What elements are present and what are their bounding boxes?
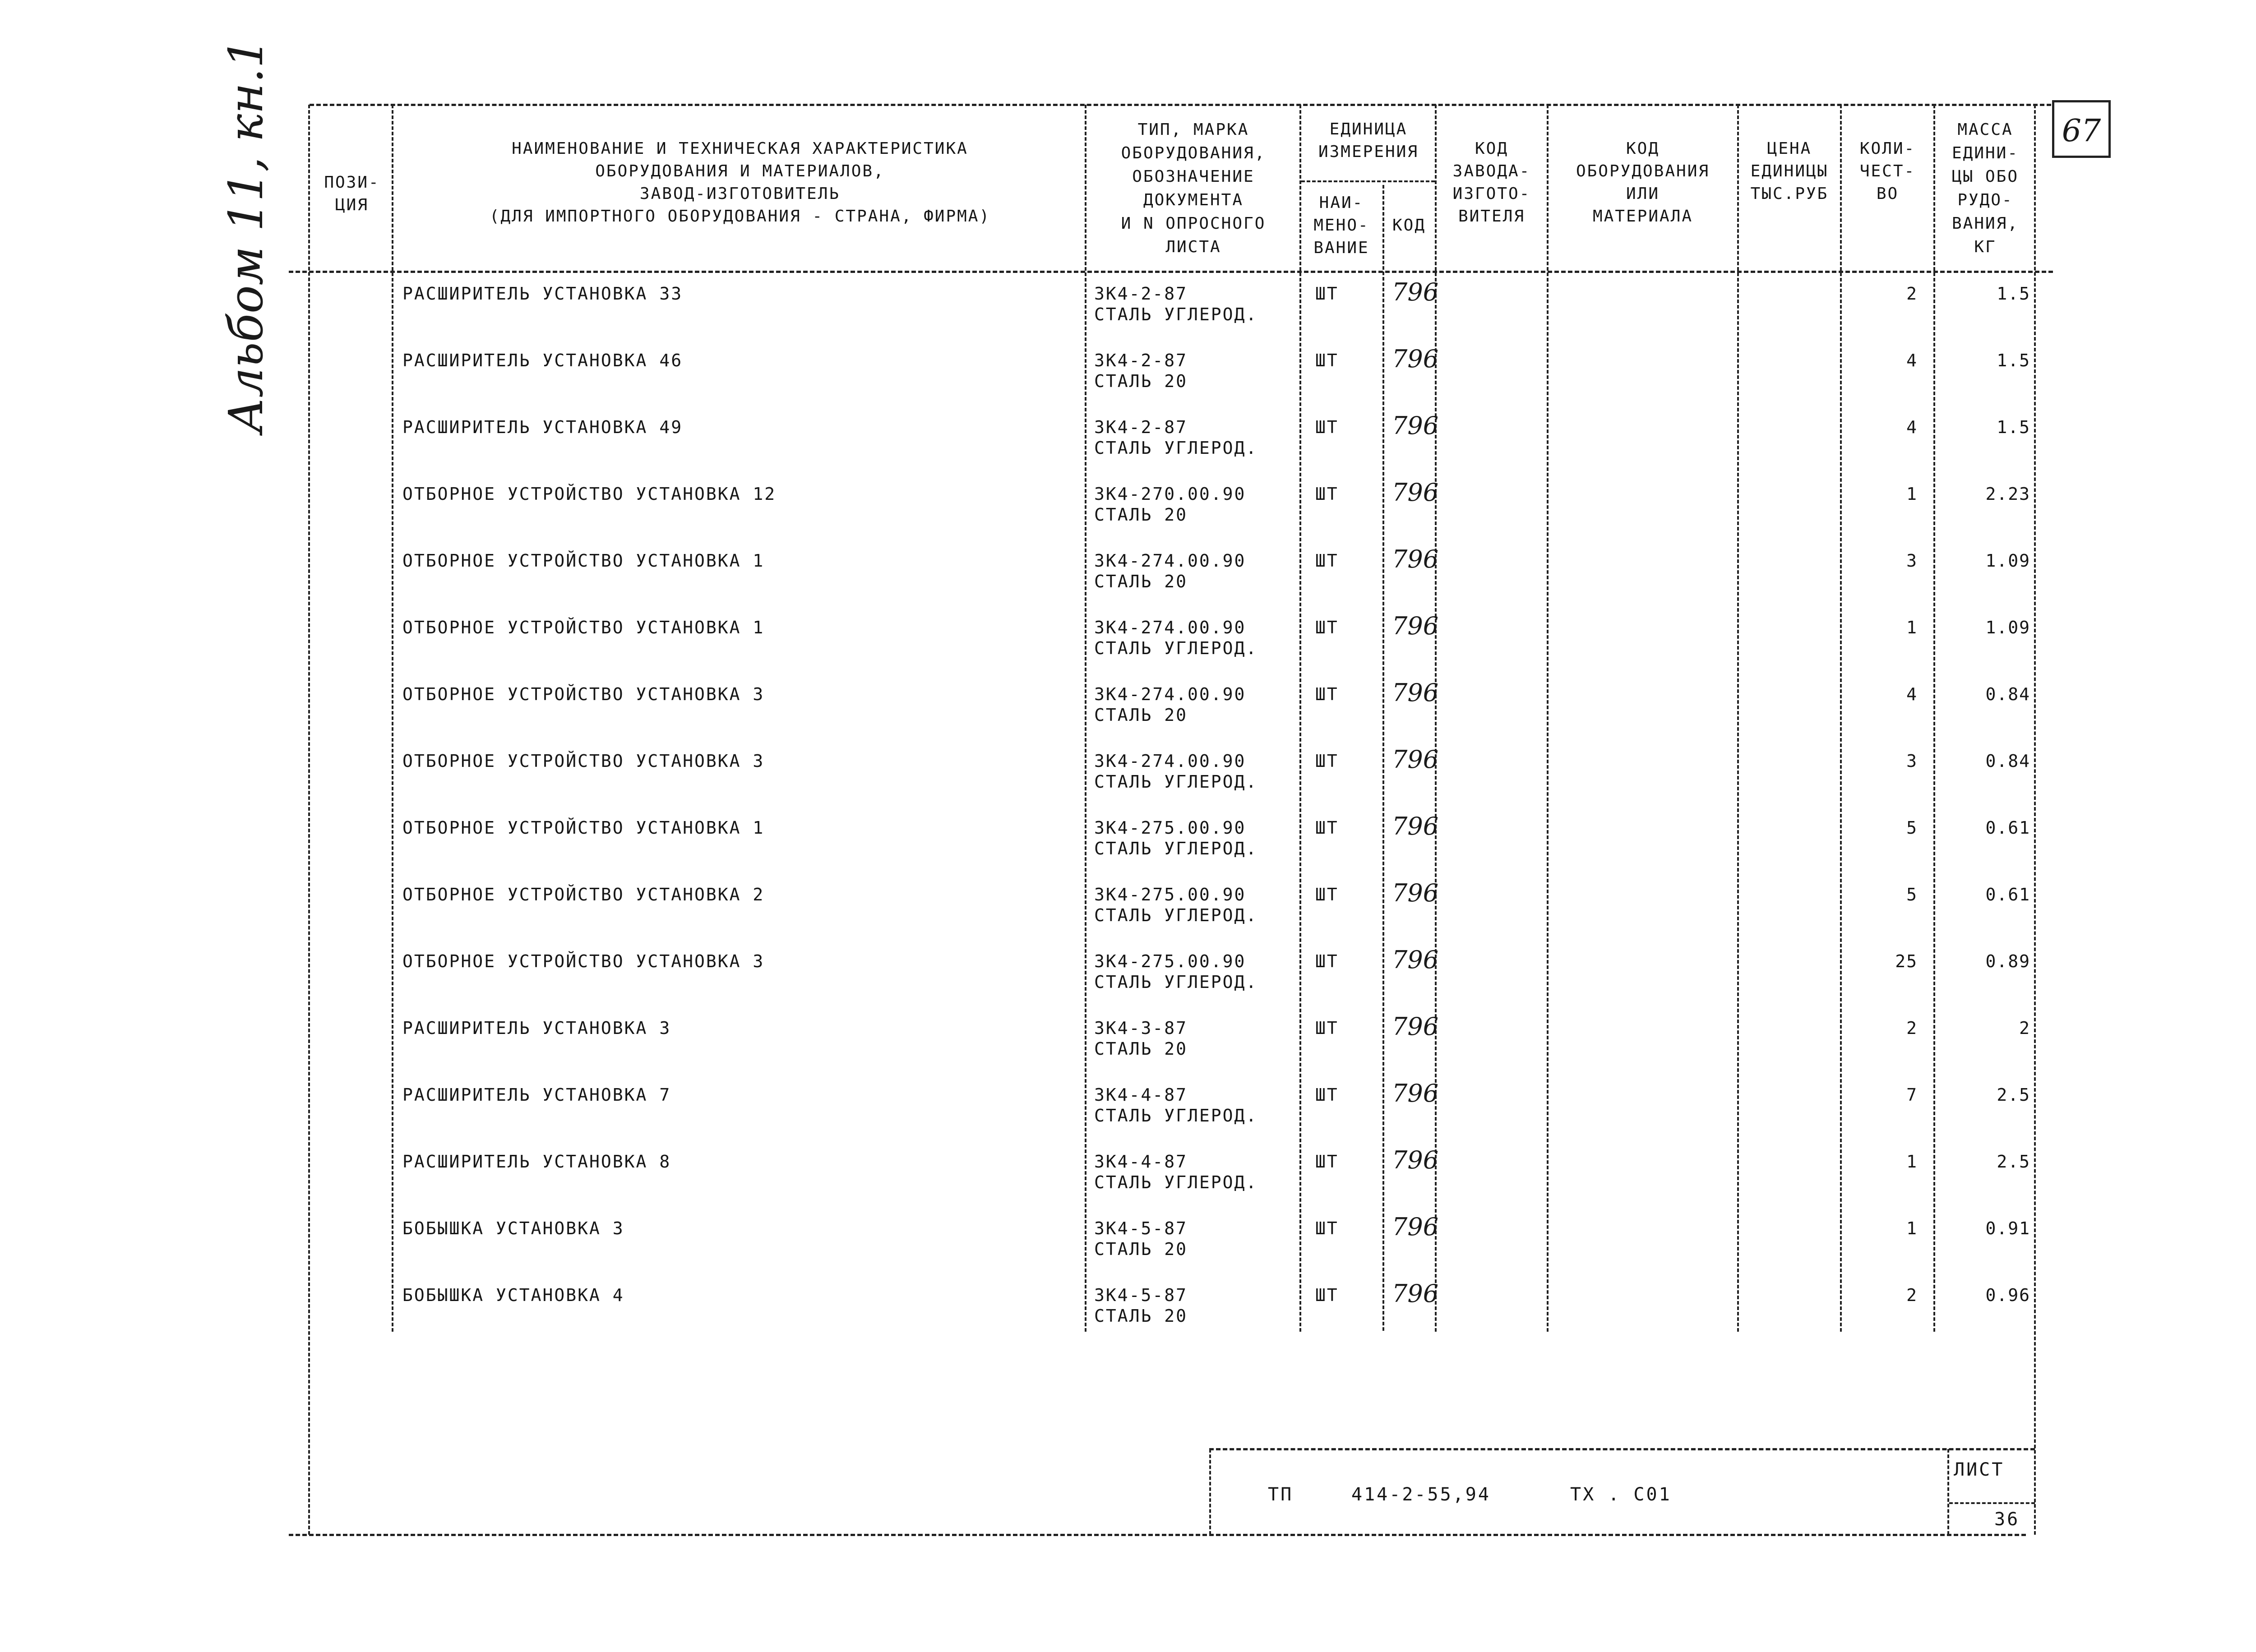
col-sep-name bbox=[1085, 105, 1086, 1332]
row-type-document: 3К4-3-87 bbox=[1094, 1018, 1188, 1038]
header-quantity: КОЛИ- ЧЕСТ- ВО bbox=[1859, 139, 1916, 203]
header-position: ПОЗИ- ЦИЯ bbox=[324, 173, 380, 214]
row-quantity: 1 bbox=[1906, 1218, 1918, 1238]
row-quantity: 2 bbox=[1906, 1285, 1918, 1305]
row-quantity: 3 bbox=[1906, 751, 1918, 771]
row-type-document: 3К4-2-87 bbox=[1094, 284, 1188, 304]
row-quantity: 25 bbox=[1895, 951, 1918, 971]
row-unit-code: 796 bbox=[1392, 411, 1439, 440]
row-unit-code: 796 bbox=[1392, 812, 1439, 840]
row-mass: 1.5 bbox=[1997, 284, 2030, 304]
col-sep-material-code bbox=[1737, 105, 1739, 1332]
row-name: ОТБОРНОЕ УСТРОЙСТВО УСТАНОВКА 1 bbox=[402, 618, 765, 637]
row-quantity: 4 bbox=[1906, 351, 1918, 370]
row-quantity: 5 bbox=[1906, 818, 1918, 838]
row-unit-code: 796 bbox=[1392, 478, 1439, 507]
row-name: ОТБОРНОЕ УСТРОЙСТВО УСТАНОВКА 2 bbox=[402, 885, 765, 904]
row-quantity: 7 bbox=[1906, 1085, 1918, 1105]
row-unit-name: ШТ bbox=[1315, 684, 1339, 704]
row-type-document: 3К4-275.00.90 bbox=[1094, 885, 1246, 904]
row-mass: 0.84 bbox=[1985, 751, 2030, 771]
col-sep-plant-code bbox=[1547, 105, 1549, 1332]
row-type-material: СТАЛЬ УГЛЕРОД. bbox=[1094, 972, 1258, 992]
frame-right-line bbox=[2034, 105, 2036, 1535]
header-type: ТИП, МАРКА ОБОРУДОВАНИЯ, ОБОЗНАЧЕНИЕ ДОКУМЕНТА И N ОПРОСНОГО ЛИСТА bbox=[1121, 120, 1266, 256]
header-unit-code: КОД bbox=[1392, 216, 1426, 235]
row-name: БОБЫШКА УСТАНОВКА 4 bbox=[402, 1285, 624, 1305]
row-unit-name: ШТ bbox=[1315, 751, 1339, 771]
row-unit-code: 796 bbox=[1392, 612, 1439, 640]
frame-left-line bbox=[308, 105, 310, 1535]
row-unit-name: ШТ bbox=[1315, 1218, 1339, 1238]
frame-top-line bbox=[310, 104, 2051, 106]
row-type-document: 3К4-275.00.90 bbox=[1094, 818, 1246, 838]
row-mass: 1.09 bbox=[1985, 551, 2030, 571]
row-type-material: СТАЛЬ УГЛЕРОД. bbox=[1094, 905, 1258, 925]
stamp-document-number: 414-2-55,94 bbox=[1351, 1484, 1491, 1505]
row-unit-name: ШТ bbox=[1315, 1018, 1339, 1038]
row-type-document: 3К4-270.00.90 bbox=[1094, 484, 1246, 504]
row-unit-name: ШТ bbox=[1315, 618, 1339, 637]
col-sep-position bbox=[392, 105, 393, 1332]
row-type-document: 3К4-5-87 bbox=[1094, 1285, 1188, 1305]
row-mass: 0.91 bbox=[1985, 1218, 2030, 1238]
row-type-material: СТАЛЬ УГЛЕРОД. bbox=[1094, 772, 1258, 792]
row-type-document: 3К4-2-87 bbox=[1094, 417, 1188, 437]
row-type-document: 3К4-275.00.90 bbox=[1094, 951, 1246, 971]
row-name: РАСШИРИТЕЛЬ УСТАНОВКА 46 bbox=[402, 351, 683, 370]
stamp-sheet-line bbox=[1949, 1502, 2035, 1504]
row-unit-name: ШТ bbox=[1315, 484, 1339, 504]
row-mass: 2.23 bbox=[1985, 484, 2030, 504]
row-mass: 0.96 bbox=[1985, 1285, 2030, 1305]
col-sep-type bbox=[1299, 105, 1301, 1332]
row-unit-name: ШТ bbox=[1315, 284, 1339, 304]
row-quantity: 2 bbox=[1906, 1018, 1918, 1038]
header-unit-name: НАИ- МЕНО- ВАНИЕ bbox=[1313, 194, 1369, 257]
row-type-material: СТАЛЬ 20 bbox=[1094, 1306, 1188, 1326]
stamp-sheet-number: 36 bbox=[1994, 1509, 2020, 1530]
row-quantity: 2 bbox=[1906, 284, 1918, 304]
row-unit-code: 796 bbox=[1392, 1279, 1439, 1308]
row-type-document: 3К4-2-87 bbox=[1094, 351, 1188, 370]
stamp-tp: ТП bbox=[1268, 1484, 1294, 1505]
row-quantity: 5 bbox=[1906, 885, 1918, 904]
header-material-code: КОД ОБОРУДОВАНИЯ ИЛИ МАТЕРИАЛА bbox=[1576, 139, 1710, 226]
row-unit-name: ШТ bbox=[1315, 1285, 1339, 1305]
row-quantity: 1 bbox=[1906, 1152, 1918, 1172]
row-unit-code: 796 bbox=[1392, 745, 1439, 774]
header-mass: МАССА ЕДИНИ- ЦЫ ОБО РУДО- ВАНИЯ, КГ bbox=[1951, 120, 2019, 256]
row-type-document: 3К4-274.00.90 bbox=[1094, 551, 1246, 571]
row-type-material: СТАЛЬ УГЛЕРОД. bbox=[1094, 638, 1258, 658]
stamp-sheet-sep bbox=[1947, 1449, 1949, 1535]
row-mass: 1.5 bbox=[1997, 417, 2030, 437]
row-mass: 0.61 bbox=[1985, 885, 2030, 904]
row-unit-name: ШТ bbox=[1315, 351, 1339, 370]
row-mass: 1.5 bbox=[1997, 351, 2030, 370]
row-type-document: 3К4-274.00.90 bbox=[1094, 618, 1246, 637]
row-type-material: СТАЛЬ УГЛЕРОД. bbox=[1094, 1172, 1258, 1192]
row-name: ОТБОРНОЕ УСТРОЙСТВО УСТАНОВКА 3 bbox=[402, 951, 765, 971]
row-type-document: 3К4-4-87 bbox=[1094, 1152, 1188, 1172]
col-sep-quantity bbox=[1933, 105, 1935, 1332]
row-mass: 0.89 bbox=[1985, 951, 2030, 971]
row-name: РАСШИРИТЕЛЬ УСТАНОВКА 7 bbox=[402, 1085, 671, 1105]
unit-subheader-line bbox=[1301, 180, 1435, 182]
row-name: РАСШИРИТЕЛЬ УСТАНОВКА 33 bbox=[402, 284, 683, 304]
row-unit-name: ШТ bbox=[1315, 818, 1339, 838]
row-type-document: 3К4-4-87 bbox=[1094, 1085, 1188, 1105]
header-plant-code: КОД ЗАВОДА- ИЗГОТО- ВИТЕЛЯ bbox=[1452, 139, 1531, 226]
row-type-material: СТАЛЬ УГЛЕРОД. bbox=[1094, 438, 1258, 458]
row-quantity: 4 bbox=[1906, 417, 1918, 437]
row-unit-name: ШТ bbox=[1315, 1152, 1339, 1172]
row-name: ОТБОРНОЕ УСТРОЙСТВО УСТАНОВКА 12 bbox=[402, 484, 777, 504]
row-type-material: СТАЛЬ 20 bbox=[1094, 505, 1188, 525]
row-mass: 2.5 bbox=[1997, 1085, 2030, 1105]
row-unit-code: 796 bbox=[1392, 1146, 1439, 1174]
row-unit-name: ШТ bbox=[1315, 885, 1339, 904]
stamp-sheet-label: ЛИСТ bbox=[1954, 1459, 2005, 1480]
row-name: РАСШИРИТЕЛЬ УСТАНОВКА 49 bbox=[402, 417, 683, 437]
row-unit-name: ШТ bbox=[1315, 1085, 1339, 1105]
header-price: ЦЕНА ЕДИНИЦЫ ТЫС.РУБ bbox=[1750, 139, 1829, 203]
row-type-document: 3К4-274.00.90 bbox=[1094, 751, 1246, 771]
header-bottom-line bbox=[289, 271, 2053, 273]
row-quantity: 3 bbox=[1906, 551, 1918, 571]
row-mass: 2 bbox=[2019, 1018, 2030, 1038]
stamp-mark: ТХ . С01 bbox=[1570, 1484, 1672, 1505]
header-name: НАИМЕНОВАНИЕ И ТЕХНИЧЕСКАЯ ХАРАКТЕРИСТИКА ОБОРУДОВАНИЯ И МАТЕРИАЛОВ, ЗАВОД-ИЗГОТОВИТЕЛЬ (ДЛЯ ИМПОРТНОГО ОБОРУДОВАНИЯ - СТРАНА, ФИРМА) bbox=[489, 139, 991, 226]
row-mass: 0.61 bbox=[1985, 818, 2030, 838]
stamp-left-line bbox=[1209, 1449, 1211, 1535]
row-name: ОТБОРНОЕ УСТРОЙСТВО УСТАНОВКА 1 bbox=[402, 818, 765, 838]
page-number-box: 67 bbox=[2052, 100, 2111, 158]
row-mass: 2.5 bbox=[1997, 1152, 2030, 1172]
row-mass: 0.84 bbox=[1985, 684, 2030, 704]
row-type-material: СТАЛЬ УГЛЕРОД. bbox=[1094, 839, 1258, 858]
row-type-material: СТАЛЬ 20 bbox=[1094, 371, 1188, 391]
row-unit-code: 796 bbox=[1392, 278, 1439, 306]
row-type-material: СТАЛЬ УГЛЕРОД. bbox=[1094, 1106, 1258, 1126]
row-unit-code: 796 bbox=[1392, 1079, 1439, 1107]
row-type-material: СТАЛЬ 20 bbox=[1094, 572, 1188, 591]
row-type-document: 3К4-5-87 bbox=[1094, 1218, 1188, 1238]
row-name: РАСШИРИТЕЛЬ УСТАНОВКА 3 bbox=[402, 1018, 671, 1038]
row-unit-name: ШТ bbox=[1315, 951, 1339, 971]
row-unit-code: 796 bbox=[1392, 1213, 1439, 1241]
row-name: ОТБОРНОЕ УСТРОЙСТВО УСТАНОВКА 1 bbox=[402, 551, 765, 571]
header-unit-group: ЕДИНИЦА ИЗМЕРЕНИЯ bbox=[1318, 120, 1419, 161]
album-margin-note: Альбом 11, кн.1 bbox=[218, 38, 273, 433]
row-name: БОБЫШКА УСТАНОВКА 3 bbox=[402, 1218, 624, 1238]
row-quantity: 1 bbox=[1906, 618, 1918, 637]
row-unit-code: 796 bbox=[1392, 545, 1439, 573]
row-unit-name: ШТ bbox=[1315, 417, 1339, 437]
row-name: ОТБОРНОЕ УСТРОЙСТВО УСТАНОВКА 3 bbox=[402, 751, 765, 771]
stamp-top-line bbox=[1209, 1448, 2035, 1450]
row-unit-code: 796 bbox=[1392, 879, 1439, 907]
row-type-document: 3К4-274.00.90 bbox=[1094, 684, 1246, 704]
row-name: РАСШИРИТЕЛЬ УСТАНОВКА 8 bbox=[402, 1152, 671, 1172]
row-unit-code: 796 bbox=[1392, 946, 1439, 974]
row-type-material: СТАЛЬ УГЛЕРОД. bbox=[1094, 305, 1258, 324]
row-quantity: 4 bbox=[1906, 684, 1918, 704]
row-quantity: 1 bbox=[1906, 484, 1918, 504]
row-unit-name: ШТ bbox=[1315, 551, 1339, 571]
row-unit-code: 796 bbox=[1392, 345, 1439, 373]
row-type-material: СТАЛЬ 20 bbox=[1094, 1039, 1188, 1059]
row-name: ОТБОРНОЕ УСТРОЙСТВО УСТАНОВКА 3 bbox=[402, 684, 765, 704]
col-sep-price bbox=[1840, 105, 1842, 1332]
row-type-material: СТАЛЬ 20 bbox=[1094, 1239, 1188, 1259]
row-unit-code: 796 bbox=[1392, 678, 1439, 707]
frame-bottom-line bbox=[289, 1534, 2026, 1536]
row-mass: 1.09 bbox=[1985, 618, 2030, 637]
row-unit-code: 796 bbox=[1392, 1012, 1439, 1041]
col-sep-unit-name bbox=[1382, 185, 1384, 1331]
row-type-material: СТАЛЬ 20 bbox=[1094, 705, 1188, 725]
